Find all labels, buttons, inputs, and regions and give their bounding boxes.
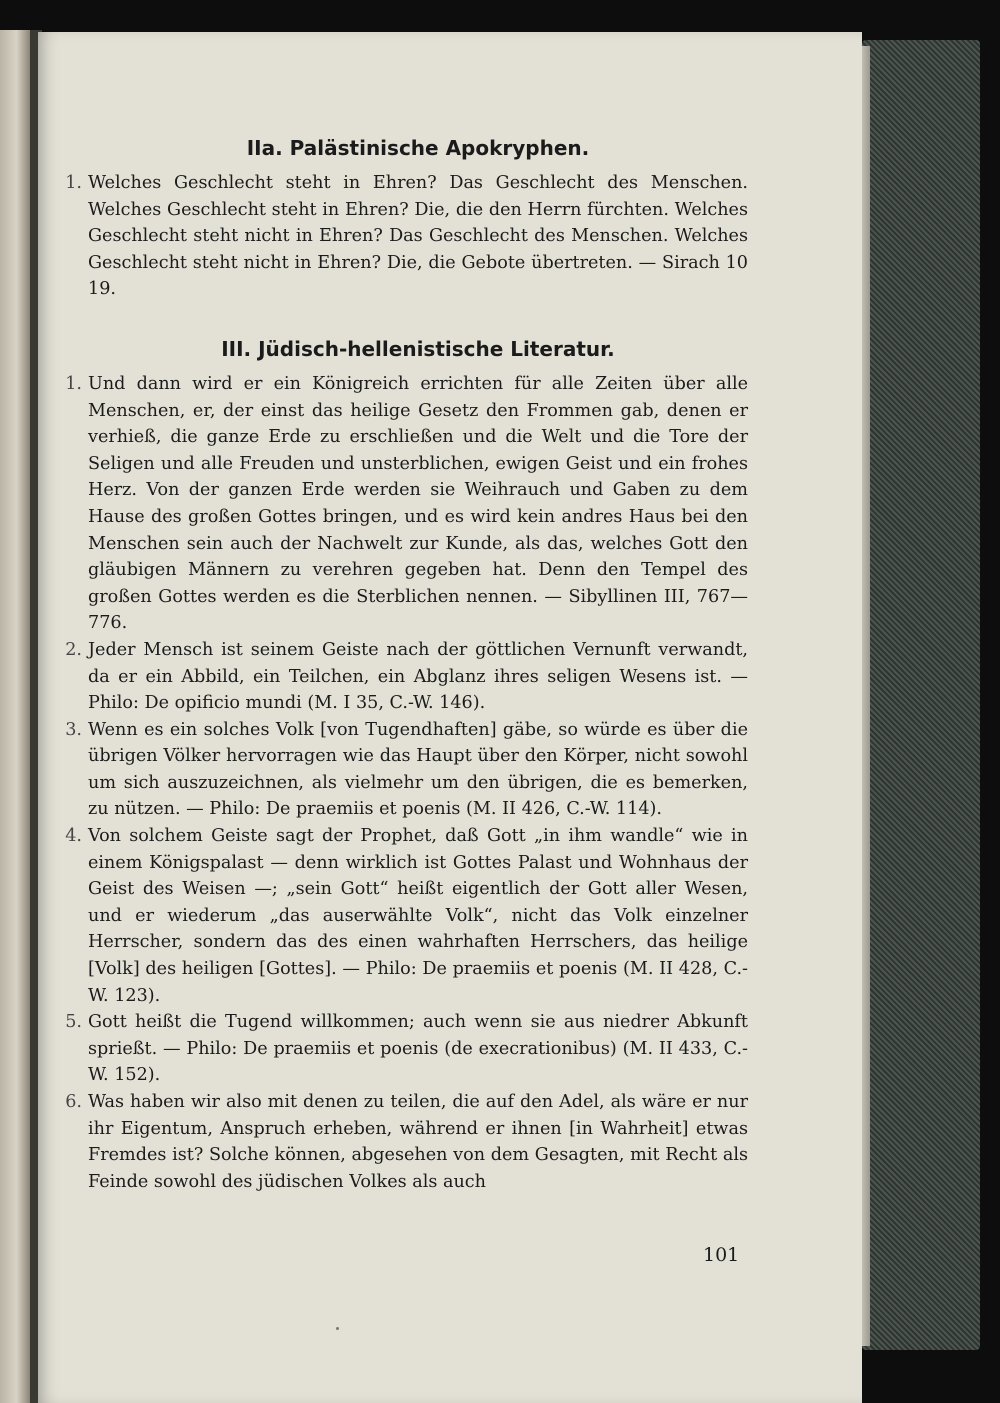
- item-text: Von solchem Geiste sagt der Prophet, daß Gott „in ihm wandle“ wie in einem Königspalast — denn wirklich ist Gottes Palast und Wohnhaus der Geist des Weisen —; „sein Gott“ heißt eigentlich der Gott aller Wesen, und er wiederum „das auserwählte Volk“, nicht das Volk einzelner Herrscher, sondern das des einen wahrhaften Herrschers, das heilige [Volk] des heiligen [Gottes]. — Philo: De praemiis et poenis (M. II 428, C.-W. 123).: [88, 826, 748, 1006]
- item-text: Jeder Mensch ist seinem Geiste nach der göttlichen Vernunft verwandt, da er ein Abbild, ein Teilchen, ein Abglanz ihres seligen Wesens ist. — Philo: De opificio mundi (M. I 35, C.-W. 146).: [88, 639, 748, 714]
- list-item: [65, 1089, 748, 1195]
- page-number: 101: [703, 1244, 740, 1266]
- list-item: [65, 371, 748, 637]
- book-page: [38, 32, 862, 1403]
- section-heading-3: III. Jüdisch-hellenistische Literatur.: [221, 336, 615, 361]
- list-item: [65, 170, 748, 303]
- item-number: 4.: [65, 826, 82, 847]
- book-cover: [862, 40, 980, 1350]
- section-2a-list: [65, 170, 748, 303]
- list-item: [65, 717, 748, 823]
- item-number: 5.: [65, 1012, 82, 1033]
- page-content: [65, 132, 748, 1195]
- list-item: [65, 637, 748, 717]
- item-text: Wenn es ein solches Volk [von Tugendhaften] gäbe, so würde es über die übrigen Völker hervorragen wie das Haupt über den Körper, nicht sowohl um sich auszuzeichnen, als vielmehr um den übrigen, die es bemerken, zu nützen. — Philo: De praemiis et poenis (M. II 426, C.-W. 114).: [88, 719, 748, 820]
- left-page-edge: [0, 30, 30, 1403]
- item-text: Welches Geschlecht steht in Ehren? Das Geschlecht des Menschen. Welches Geschlecht steht in Ehren? Die, die den Herrn fürchten. Welches Geschlecht steht nicht in Ehren? Das Geschlecht des Menschen. Welches Geschlecht steht nicht in Ehren? Die, die Gebote übertreten. — Sirach 10 19.: [88, 173, 748, 300]
- list-item: [65, 1009, 748, 1089]
- item-number: 1.: [65, 373, 82, 394]
- section-heading-2a: IIa. Palästinische Apokryphen.: [246, 136, 590, 160]
- list-item: [65, 823, 748, 1009]
- item-number: 6.: [65, 1092, 82, 1112]
- item-text: Gott heißt die Tugend willkommen; auch wenn sie aus niedrer Abkunft sprießt. — Philo: De praemiis et poenis (de execrationibus) (M. II 433, C.-W. 152).: [88, 1012, 748, 1086]
- item-number: 1.: [65, 173, 82, 193]
- item-number: 2.: [65, 639, 82, 660]
- section-3-list: [65, 371, 748, 1195]
- item-number: 3.: [65, 719, 82, 740]
- item-text: Was haben wir also mit denen zu teilen, die auf den Adel, als wäre er nur ihr Eigentum, Anspruch erheben, während er ihnen [in Wahrheit] etwas Fremdes ist? Solche können, abgesehen von dem Gesagten, mit Recht als Feinde sowohl des jüdischen Volkes als auch: [88, 1092, 748, 1192]
- print-speck: [336, 1327, 339, 1330]
- item-text: Und dann wird er ein Königreich errichten für alle Zeiten über alle Menschen, er, der einst das heilige Gesetz den Frommen gab, denen er verhieß, die ganze Erde zu erschließen und die Welt und die Tore der Seligen und alle Freuden und unsterblichen, ewigen Geist und ein frohes Herz. Von der ganzen Erde werden sie Weihrauch und Gaben zu dem Hause des großen Gottes bringen, und es wird kein andres Haus bei den Menschen sein auch der Nachwelt zur Kunde, als das, welches Gott den gläubigen Männern zu verehren gegeben hat. Denn den Tempel des großen Gottes werden es die Sterblichen nennen. — Sibyllinen III, 767—776.: [88, 373, 748, 634]
